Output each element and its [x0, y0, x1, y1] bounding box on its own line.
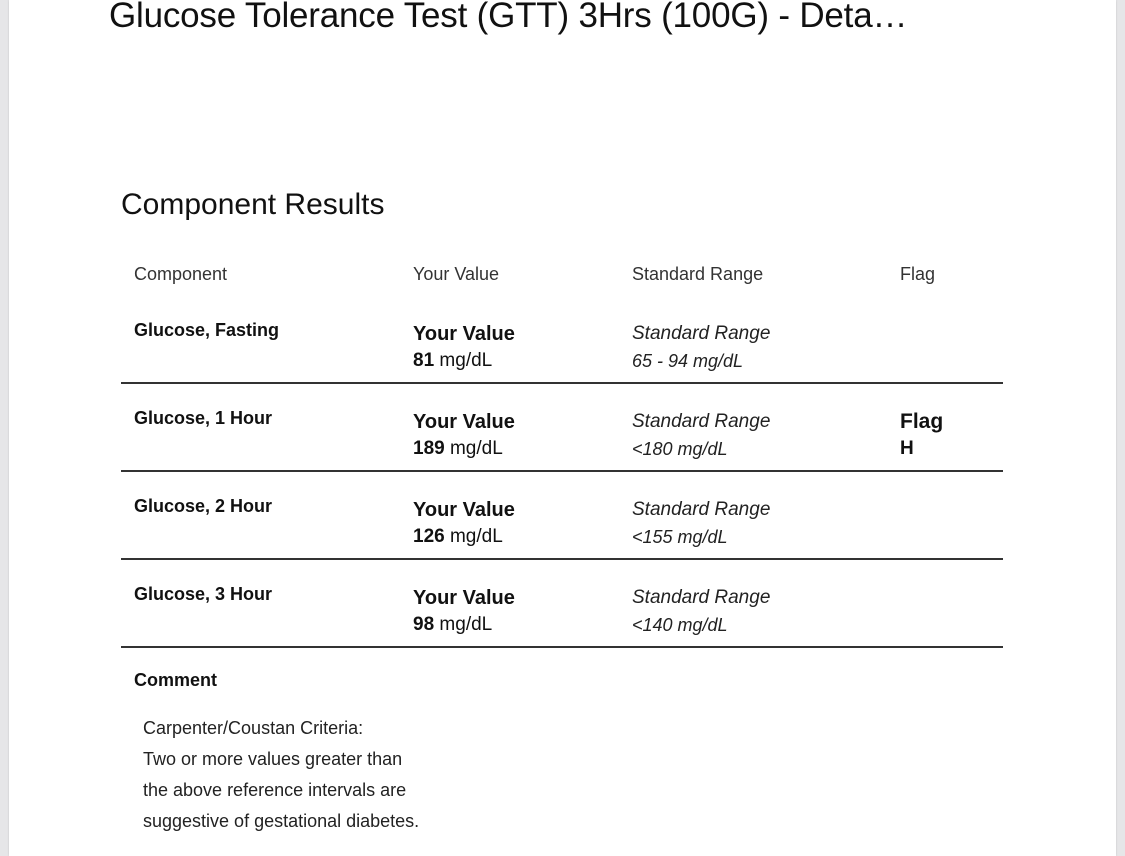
component-name: Glucose, Fasting	[134, 320, 280, 340]
header-flag: Flag	[900, 264, 936, 284]
range-cell	[632, 584, 770, 638]
header-component: Component	[134, 264, 228, 284]
value-unit: mg/dL	[449, 526, 503, 547]
range-label: Standard Range	[632, 323, 771, 344]
value-cell	[413, 320, 515, 374]
component-name: Glucose, 1 Hour	[134, 408, 273, 428]
section-title: Component Results	[121, 188, 385, 221]
page-title: Glucose Tolerance Test (GTT) 3Hrs (100G) - Deta…	[109, 0, 908, 35]
table-row	[121, 296, 1003, 384]
value-number: 126	[413, 526, 445, 547]
results-page	[9, 0, 1116, 856]
value-number: 189	[413, 438, 445, 459]
flag-value: H	[900, 438, 914, 459]
value-cell	[413, 584, 515, 638]
header-your-value: Your Value	[413, 264, 500, 284]
value-cell	[413, 408, 515, 462]
value-unit: mg/dL	[449, 438, 503, 459]
range-value: 65 - 94 mg/dL	[632, 351, 744, 371]
header-standard-range: Standard Range	[632, 264, 764, 284]
value-unit: mg/dL	[439, 350, 493, 371]
table-row	[121, 560, 1003, 648]
value-label: Your Value	[413, 323, 515, 345]
value-cell	[413, 496, 515, 550]
table-header	[121, 254, 1003, 296]
table-row	[121, 472, 1003, 560]
value-label: Your Value	[413, 499, 515, 521]
range-label: Standard Range	[632, 411, 771, 432]
range-value: <155 mg/dL	[632, 527, 728, 547]
value-label: Your Value	[413, 587, 515, 609]
range-cell	[632, 496, 770, 550]
value-number: 81	[413, 350, 435, 371]
comment-heading: Comment	[134, 670, 218, 690]
flag-cell	[900, 408, 943, 462]
comment-line: the above reference intervals are	[143, 780, 407, 800]
component-name: Glucose, 2 Hour	[134, 496, 273, 516]
value-label: Your Value	[413, 411, 515, 433]
range-value: <140 mg/dL	[632, 615, 728, 635]
comment-line: Two or more values greater than	[143, 749, 403, 769]
range-value: <180 mg/dL	[632, 439, 728, 459]
range-cell	[632, 320, 770, 374]
flag-label: Flag	[900, 410, 944, 433]
component-name: Glucose, 3 Hour	[134, 584, 273, 604]
comment-line: suggestive of gestational diabetes.	[143, 811, 420, 831]
comment-section	[134, 670, 419, 837]
range-label: Standard Range	[632, 499, 771, 520]
range-cell	[632, 408, 770, 462]
value-number: 98	[413, 614, 435, 635]
comment-body	[143, 713, 419, 837]
value-unit: mg/dL	[439, 614, 493, 635]
comment-line: Carpenter/Coustan Criteria:	[143, 718, 364, 738]
component-results-table	[121, 254, 1003, 648]
range-label: Standard Range	[632, 587, 771, 608]
table-row	[121, 384, 1003, 472]
